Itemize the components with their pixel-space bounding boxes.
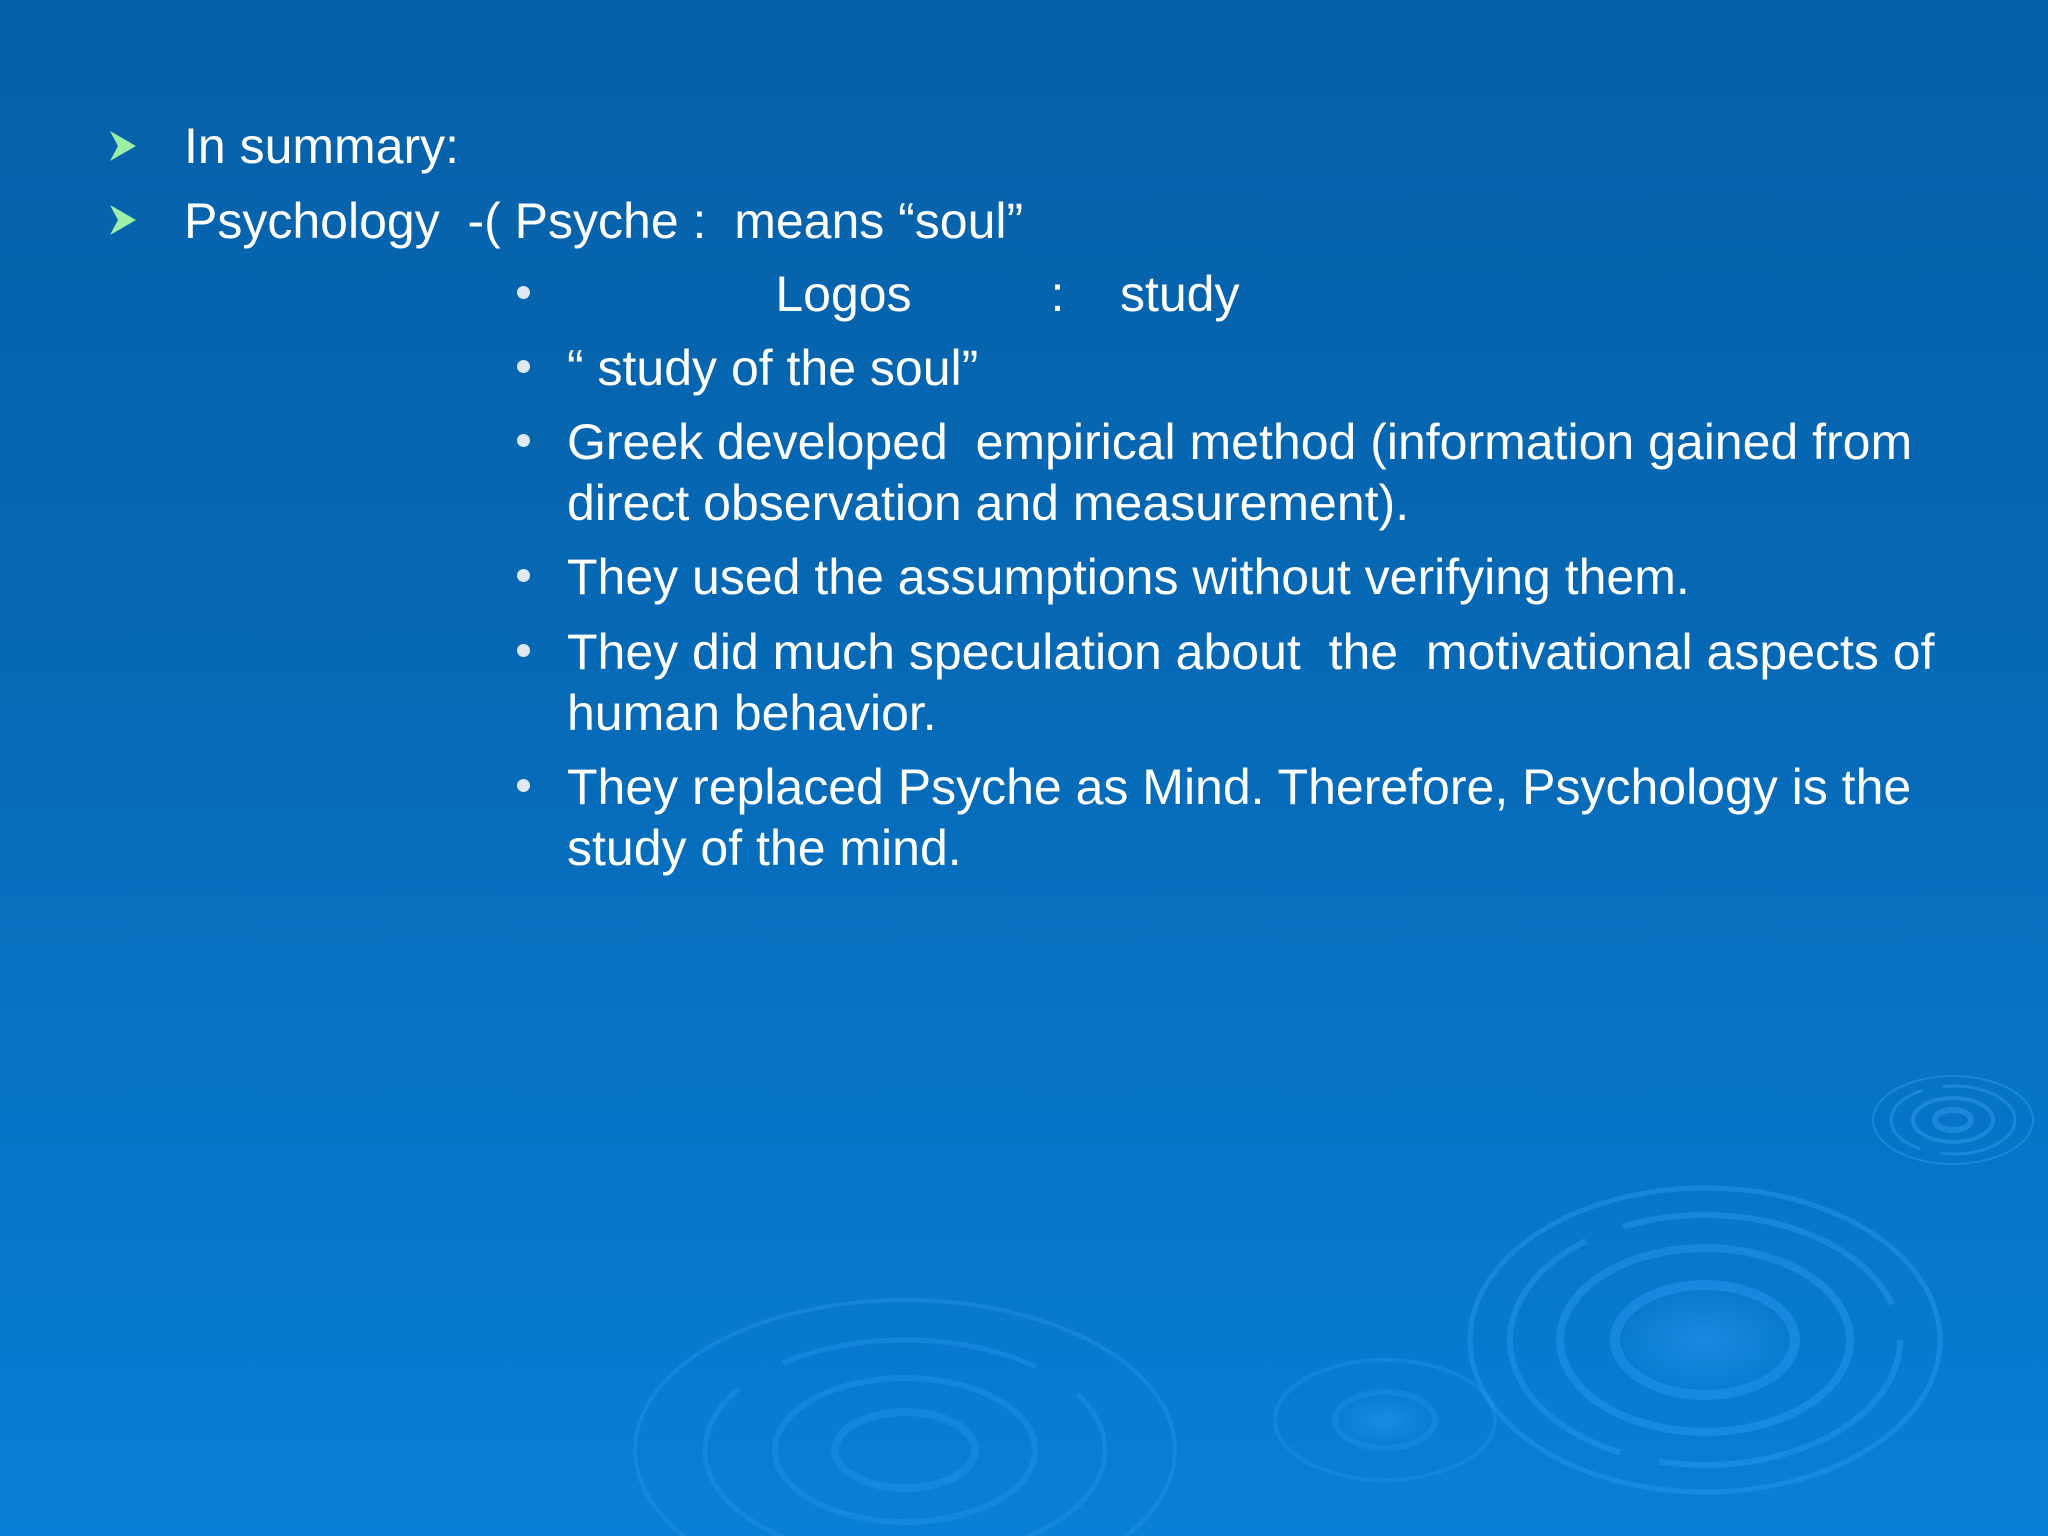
sub-bullet-logos: Logos : study [567, 266, 1240, 322]
bullet-in-summary: In summary: [184, 118, 460, 174]
dot-bullet-icon [517, 644, 530, 657]
sub-bullet-study-of-soul: “ study of the soul” [567, 340, 979, 396]
sub-bullet-speculation: They did much speculation about the motivational aspects of human behavior. [567, 624, 1949, 741]
dot-bullet-icon [517, 779, 530, 792]
dot-bullet-icon [517, 569, 530, 582]
sub-bullet-mind: They replaced Psyche as Mind. Therefore, Psychology is the study of the mind. [567, 759, 1926, 876]
dot-bullet-icon [517, 434, 530, 447]
arrow-bullet-icon [108, 129, 138, 163]
arrow-bullet-icon [108, 203, 138, 237]
dot-bullet-icon [517, 360, 530, 373]
sub-bullet-empirical-method: Greek developed empirical method (information gained from direct observation and measurement). [567, 414, 1927, 531]
dot-bullet-icon [517, 286, 530, 299]
sub-bullet-assumptions: They used the assumptions without verifying them. [567, 549, 1690, 605]
bullet-psychology-definition: Psychology -( Psyche : means “soul” [184, 193, 1024, 249]
